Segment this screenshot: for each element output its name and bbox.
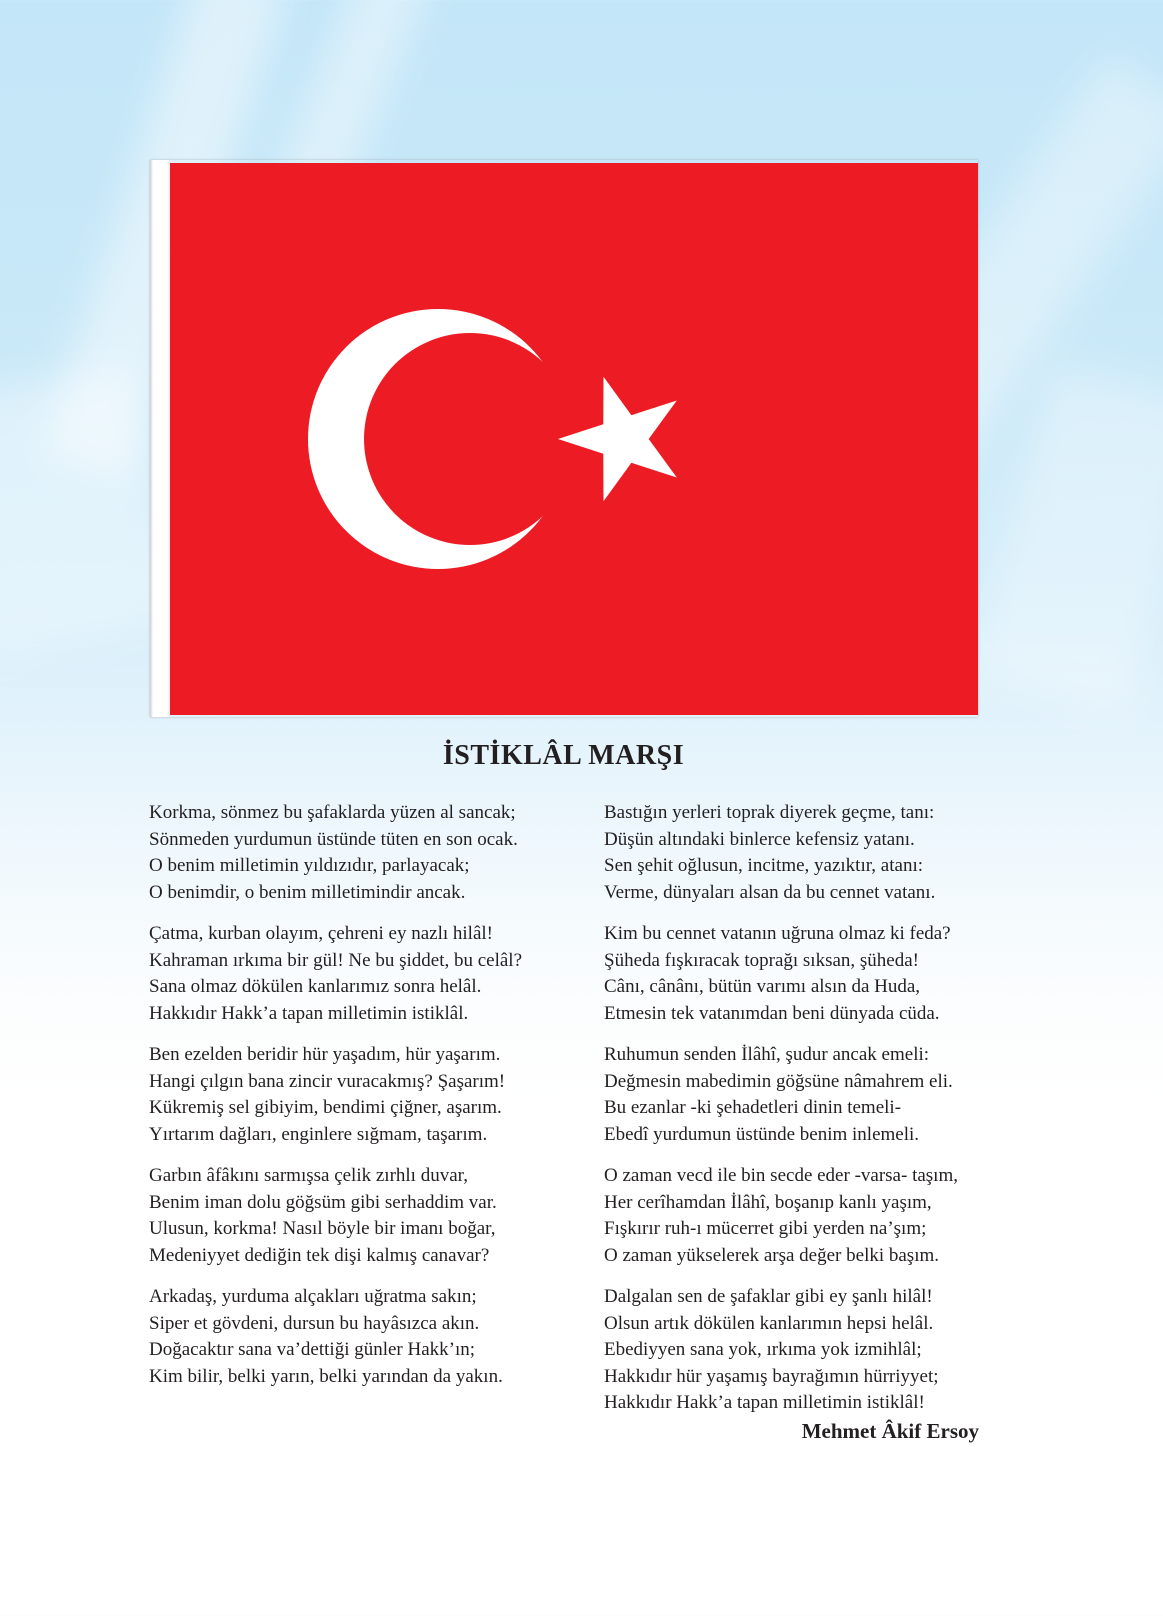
stanza <box>149 1284 569 1390</box>
stanza <box>149 1163 569 1269</box>
verse-line: Sönmeden yurdumun üstünde tüten en son ocak. <box>149 828 518 850</box>
stanza <box>149 800 569 906</box>
anthem-title: İSTİKLÂL MARŞI <box>442 740 685 771</box>
stanza <box>149 1042 569 1148</box>
stanza <box>149 921 569 1027</box>
verse-line: O zaman yükselerek arşa değer belki başım. <box>604 1244 940 1266</box>
verse-line: Fışkırır ruh-ı mücerret gibi yerden na’şım; <box>604 1218 927 1239</box>
verse-line: Doğacaktır sana va’dettiği günler Hakk’ın; <box>149 1339 476 1360</box>
verse-line: Dalgalan sen de şafaklar gibi ey şanlı hilâl! <box>604 1286 933 1307</box>
verse-line: Kükremiş sel gibiyim, bendimi çiğner, aşarım. <box>149 1097 502 1118</box>
verse-line: Siper et gövdeni, dursun bu hayâsızca akın. <box>149 1312 480 1334</box>
verse-line: Düşün altındaki binlerce kefensiz yatanı. <box>604 828 915 850</box>
stanza <box>604 1163 1004 1269</box>
verse-line: Şüheda fışkıracak toprağı sıksan, şüheda! <box>604 949 919 971</box>
verse-line: Bastığın yerleri toprak diyerek geçme, tanı: <box>604 802 935 823</box>
verse-line: Medeniyyet dediğin tek dişi kalmış canavar? <box>149 1244 490 1266</box>
verse-line: Değmesin mabedimin göğsüne nâmahrem eli. <box>604 1070 953 1092</box>
turkish-flag <box>150 160 978 717</box>
verse-line: O benim milletimin yıldızıdır, parlayacak; <box>149 855 470 876</box>
verse-line: Hangi çılgın bana zincir vuracakmış? Şaşarım! <box>149 1070 506 1092</box>
verse-line: O zaman vecd ile bin secde eder -varsa- taşım, <box>604 1165 958 1186</box>
sky-streak <box>971 365 1163 716</box>
stanza <box>604 800 1004 906</box>
right-column <box>604 800 1004 1432</box>
verse-line: Ben ezelden beridir hür yaşadım, hür yaşarım. <box>149 1044 501 1065</box>
flag-red-field <box>170 163 978 715</box>
verse-line: Cânı, cânânı, bütün varımı alsın da Huda, <box>604 976 921 997</box>
verse-line: Olsun artık dökülen kanlarımın hepsi helâl. <box>604 1312 934 1334</box>
flag-hoist-strip <box>150 160 170 717</box>
verse-line: Benim iman dolu göğsüm gibi serhaddim var. <box>149 1191 497 1213</box>
verse-line: Ebediyyen sana yok, ırkıma yok izmihlâl; <box>604 1339 922 1360</box>
verse-line: Garbın âfâkını sarmışsa çelik zırhlı duvar, <box>149 1165 468 1186</box>
verse-line: Arkadaş, yurduma alçakları uğratma sakın; <box>149 1286 477 1307</box>
verse-line: Yırtarım dağları, enginlere sığmam, taşarım. <box>149 1123 488 1145</box>
stanza <box>604 1042 1004 1148</box>
left-column <box>149 800 569 1405</box>
verse-line: Hakkıdır hür yaşamış bayrağımın hürriyyet; <box>604 1365 939 1387</box>
verse-line: Sen şehit oğlusun, incitme, yazıktır, atanı: <box>604 855 924 876</box>
verse-line: Ulusun, korkma! Nasıl böyle bir imanı boğar, <box>149 1218 496 1239</box>
verse-line: Ruhumun senden İlâhî, şudur ancak emeli: <box>604 1044 930 1065</box>
verse-line: Hakkıdır Hakk’a tapan milletimin istiklâl! <box>604 1392 925 1413</box>
verse-line: Bu ezanlar -ki şehadetleri dinin temeli- <box>604 1097 902 1118</box>
verse-line: Etmesin tek vatanımdan beni dünyada cüda. <box>604 1002 940 1024</box>
verse-line: Kim bilir, belki yarın, belki yarından da yakın. <box>149 1365 503 1387</box>
stanza <box>604 921 1004 1027</box>
verse-line: Korkma, sönmez bu şafaklarda yüzen al sancak; <box>149 802 516 823</box>
verse-line: Kim bu cennet vatanın uğruna olmaz ki feda? <box>604 923 951 944</box>
verse-line: Sana olmaz dökülen kanlarımız sonra helâl. <box>149 976 482 997</box>
verse-line: Ebedî yurdumun üstünde benim inlemeli. <box>604 1123 920 1145</box>
stanza <box>604 1284 1004 1417</box>
verse-line: Her cerîhamdan İlâhî, boşanıp kanlı yaşım, <box>604 1191 932 1213</box>
verse-line: O benimdir, o benim milletimindir ancak. <box>149 881 466 903</box>
verse-line: Hakkıdır Hakk’a tapan milletimin istiklâl. <box>149 1002 469 1024</box>
author-signature: Mehmet Âkif Ersoy <box>801 1419 979 1443</box>
verse-line: Verme, dünyaları alsan da bu cennet vatanı. <box>604 881 936 903</box>
verse-line: Kahraman ırkıma bir gül! Ne bu şiddet, bu celâl? <box>149 949 523 971</box>
verse-line: Çatma, kurban olayım, çehreni ey nazlı hilâl! <box>149 923 493 944</box>
